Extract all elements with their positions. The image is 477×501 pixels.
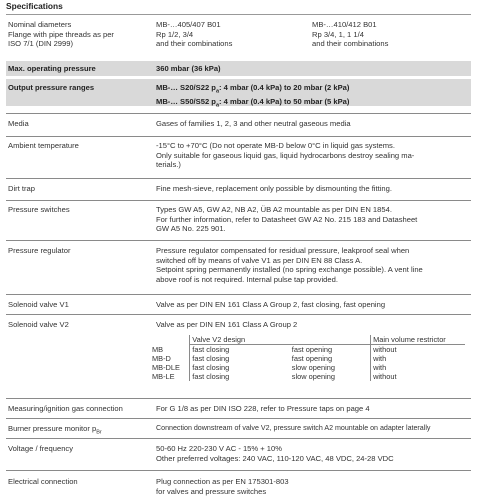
row-pressure-regulator [6, 240, 471, 293]
nominal-label-line: ISO 7/1 (DIN 2999) [8, 39, 73, 48]
burner-monitor-label-text: Burner pressure monitor p [8, 424, 97, 433]
row-ambient [6, 136, 471, 173]
table-row [150, 354, 465, 363]
electrical-line: Plug connection as per EN 175301-803 [156, 477, 289, 486]
output-range-sub: a [215, 102, 219, 109]
max-pressure-value: 360 mbar (36 kPa) [156, 64, 221, 73]
table-cell: MB-DLE [152, 363, 180, 372]
table-cell: without [371, 345, 465, 355]
ambient-line: Only suitable for gaseous liquid gas, liquid hydrocarbons destroy sealing ma- [156, 150, 415, 160]
table-cell: with [371, 354, 465, 363]
burner-monitor-value: Connection downstream of valve V2, pressure switch A2 mountable on adapter laterally [156, 424, 431, 432]
voltage-line: Other preferred voltages: 240 VAC, 110-120 VAC, 48 VDC, 24-28 VDC [156, 453, 394, 463]
row-electrical [6, 470, 471, 501]
pressure-switches-label: Pressure switches [8, 205, 70, 214]
media-label: Media [8, 119, 29, 128]
output-range-suffix: : 4 mbar (0.4 kPa) to 20 mbar (2 kPa) [219, 83, 350, 92]
dirt-trap-value: Fine mesh-sieve, replacement only possible by dismounting the fitting. [156, 184, 392, 193]
table-cell: without [371, 372, 465, 381]
voltage-line: 50-60 Hz 220-230 V AC - 15% + 10% [156, 444, 283, 453]
max-pressure-label: Max. operating pressure [8, 64, 96, 73]
row-dirt-trap [6, 178, 471, 201]
table-cell: slow opening [291, 372, 335, 381]
ambient-value [156, 141, 469, 170]
output-ranges-value [156, 83, 469, 111]
row-pressure-switches [6, 200, 471, 238]
row-max-pressure [6, 61, 471, 76]
table-row [150, 345, 465, 355]
nominal-col1 [156, 20, 306, 49]
table-cell: MB-LE [152, 372, 175, 381]
table-cell: fast opening [291, 345, 333, 354]
output-range-suffix: : 4 mbar (0.4 kPa) to 50 mbar (5 kPa) [219, 97, 350, 107]
nominal-col1-line: MB-…405/407 B01 [156, 20, 221, 29]
output-range-sub: a [215, 88, 219, 95]
row-measuring [6, 398, 471, 419]
table-cell: fast closing [190, 345, 290, 355]
output-range-prefix: MB-… S20/S22 p [156, 83, 216, 92]
media-value: Gases of families 1, 2, 3 and other neutral gaseous media [156, 119, 351, 128]
table-header-cell: Main volume restrictor [371, 335, 465, 345]
row-nominal-diameters [6, 17, 471, 57]
nominal-label [8, 20, 151, 49]
electrical-line: for valves and pressure switches [156, 486, 267, 496]
pressure-switches-line: Types GW A5, GW A2, NB A2, ÜB A2 mountable as per DIN EN 1854. [156, 205, 392, 214]
pressure-regulator-label: Pressure regulator [8, 246, 71, 255]
solenoid-v2-value: Valve as per DIN EN 161 Class A Group 2 [156, 320, 298, 329]
row-burner-monitor [6, 418, 471, 439]
table-cell: fast closing [190, 363, 290, 372]
burner-monitor-label [8, 424, 151, 438]
solenoid-v1-label: Solenoid valve V1 [8, 300, 69, 309]
table-cell: MB [152, 344, 164, 354]
pressure-regulator-line: Pressure regulator compensated for residual pressure, leakproof seal when [156, 246, 410, 255]
voltage-label: Voltage / frequency [8, 444, 74, 453]
nominal-col2-line: Rp 3/4, 1, 1 1/4 [312, 29, 364, 39]
pressure-regulator-line: switched off by means of valve V1 as per DIN EN 88 Class A. [156, 255, 363, 265]
output-ranges-label: Output pressure ranges [8, 83, 95, 92]
pressure-switches-line: For further information, refer to Datasheet GW A2 No. 215 183 and Datasheet [156, 214, 418, 224]
electrical-value [156, 477, 469, 496]
nominal-label-line: Flange with pipe threads as per [8, 29, 114, 39]
nominal-label-line: Nominal diameters [8, 20, 72, 29]
measuring-label: Measuring/ignition gas connection [8, 404, 123, 413]
nominal-col2-line: MB-…410/412 B01 [312, 20, 377, 29]
table-cell: fast closing [190, 354, 290, 363]
nominal-col1-line: Rp 1/2, 3/4 [156, 29, 194, 39]
table-cell: fast opening [291, 354, 333, 363]
table-header-cell [290, 335, 371, 345]
pressure-regulator-line: Setpoint spring permanently installed (no spring exchange possible). A vent line [156, 265, 423, 274]
output-range-line [156, 83, 469, 97]
table-cell: with [371, 363, 465, 372]
table-header-cell: Valve V2 design [190, 335, 290, 345]
electrical-label: Electrical connection [8, 477, 78, 486]
table-cell: slow opening [291, 363, 335, 372]
nominal-col2-line: and their combinations [312, 39, 389, 48]
ambient-line: -15°C to +70°C (Do not operate MB-D below 0°C in liquid gas systems. [156, 141, 395, 150]
pressure-switches-line: GW A5 No. 225 901. [156, 224, 226, 233]
table-row [150, 372, 465, 381]
ambient-line: terials.) [156, 160, 181, 169]
pressure-regulator-value [156, 246, 469, 284]
output-range-prefix: MB-… S50/S52 p [156, 97, 216, 107]
nominal-col2 [312, 20, 388, 49]
row-media [6, 113, 471, 134]
output-range-line [156, 97, 469, 111]
row-voltage [6, 438, 471, 469]
table-header-cell [150, 335, 190, 345]
solenoid-v2-label: Solenoid valve V2 [8, 320, 69, 329]
row-output-ranges [6, 79, 471, 109]
burner-monitor-label-sub: Br [96, 429, 102, 436]
voltage-value [156, 444, 469, 463]
pressure-switches-value [156, 205, 469, 234]
ambient-label: Ambient temperature [8, 141, 79, 150]
table-header-row [150, 335, 465, 345]
pressure-regulator-line: above roof is not required. Internal pulse tap provided. [156, 274, 338, 284]
valve-v2-design-table [150, 335, 465, 381]
table-row [150, 363, 465, 372]
measuring-value: For G 1/8 as per DIN ISO 228, refer to Pressure taps on page 4 [156, 404, 370, 413]
nominal-col1-line: and their combinations [156, 39, 233, 48]
row-solenoid-v1 [6, 294, 471, 315]
dirt-trap-label: Dirt trap [8, 184, 36, 193]
table-cell: fast closing [190, 372, 290, 381]
table-cell: MB-D [152, 354, 171, 363]
solenoid-v1-value: Valve as per DIN EN 161 Class A Group 2, fast closing, fast opening [156, 300, 386, 309]
page-title: Specifications [6, 1, 63, 11]
title-rule [6, 14, 471, 15]
